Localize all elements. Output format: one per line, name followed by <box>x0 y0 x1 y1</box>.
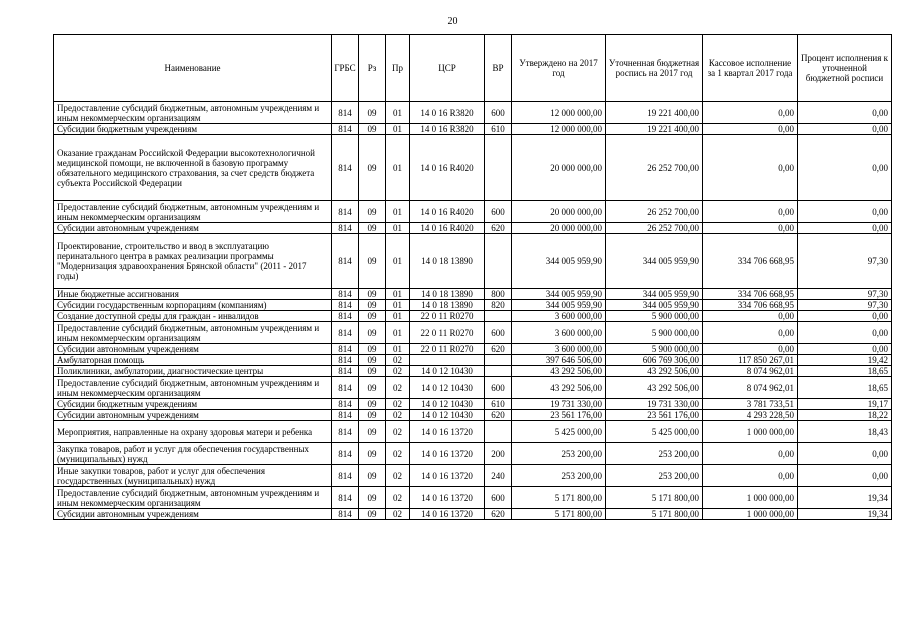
cell-refined: 23 561 176,00 <box>606 410 703 421</box>
cell-cash: 0,00 <box>703 124 798 135</box>
cell-percent: 18,65 <box>798 366 892 377</box>
table-row <box>54 322 892 344</box>
cell-percent: 0,00 <box>798 322 892 344</box>
cell-name: Иные закупки товаров, работ и услуг для обеспечения государственных (муниципальных) нужд <box>54 465 332 487</box>
cell-approved: 5 425 000,00 <box>512 421 606 443</box>
table-row <box>54 410 892 421</box>
cell-refined: 344 005 959,90 <box>606 289 703 300</box>
cell-pr: 02 <box>386 366 410 377</box>
cell-vr: 600 <box>485 487 512 509</box>
cell-approved: 5 171 800,00 <box>512 509 606 520</box>
cell-approved: 20 000 000,00 <box>512 201 606 223</box>
cell-name: Закупка товаров, работ и услуг для обеспечения государственных (муниципальных) нужд <box>54 443 332 465</box>
cell-pr: 01 <box>386 223 410 234</box>
cell-csr: 14 0 18 13890 <box>410 300 485 311</box>
cell-cash: 8 074 962,01 <box>703 377 798 399</box>
cell-vr: 610 <box>485 124 512 135</box>
cell-approved: 3 600 000,00 <box>512 344 606 355</box>
cell-refined: 253 200,00 <box>606 465 703 487</box>
cell-pr: 02 <box>386 465 410 487</box>
cell-csr: 14 0 16 R3820 <box>410 124 485 135</box>
table-row <box>54 311 892 322</box>
header-vr: ВР <box>485 35 512 102</box>
cell-grbs: 814 <box>332 421 359 443</box>
cell-cash: 334 706 668,95 <box>703 289 798 300</box>
cell-grbs: 814 <box>332 311 359 322</box>
cell-percent: 18,22 <box>798 410 892 421</box>
cell-pr: 02 <box>386 410 410 421</box>
cell-vr: 240 <box>485 465 512 487</box>
cell-cash: 0,00 <box>703 311 798 322</box>
cell-approved: 344 005 959,90 <box>512 234 606 289</box>
cell-rz: 09 <box>359 487 386 509</box>
table-row <box>54 124 892 135</box>
cell-percent: 97,30 <box>798 289 892 300</box>
cell-approved: 19 731 330,00 <box>512 399 606 410</box>
cell-grbs: 814 <box>332 366 359 377</box>
cell-grbs: 814 <box>332 234 359 289</box>
cell-percent: 0,00 <box>798 443 892 465</box>
cell-cash: 0,00 <box>703 201 798 223</box>
cell-pr: 01 <box>386 102 410 124</box>
cell-refined: 19 221 400,00 <box>606 102 703 124</box>
cell-rz: 09 <box>359 399 386 410</box>
header-cash: Кассовое исполнение за 1 квартал 2017 года <box>703 35 798 102</box>
cell-grbs: 814 <box>332 322 359 344</box>
cell-refined: 26 252 700,00 <box>606 201 703 223</box>
cell-name: Предоставление субсидий бюджетным, автономным учреждениям и иным некоммерческим организациям <box>54 377 332 399</box>
cell-percent: 97,30 <box>798 234 892 289</box>
cell-name: Предоставление субсидий бюджетным, автономным учреждениям и иным некоммерческим организациям <box>54 201 332 223</box>
cell-vr <box>485 234 512 289</box>
cell-percent: 19,17 <box>798 399 892 410</box>
cell-grbs: 814 <box>332 124 359 135</box>
cell-approved: 253 200,00 <box>512 465 606 487</box>
cell-vr: 620 <box>485 410 512 421</box>
table-row <box>54 399 892 410</box>
cell-rz: 09 <box>359 201 386 223</box>
cell-rz: 09 <box>359 102 386 124</box>
cell-cash: 0,00 <box>703 465 798 487</box>
cell-refined: 43 292 506,00 <box>606 377 703 399</box>
cell-vr: 600 <box>485 377 512 399</box>
cell-name: Предоставление субсидий бюджетным, автономным учреждениям и иным некоммерческим организациям <box>54 487 332 509</box>
cell-pr: 02 <box>386 421 410 443</box>
cell-percent: 19,34 <box>798 487 892 509</box>
cell-grbs: 814 <box>332 443 359 465</box>
cell-rz: 09 <box>359 124 386 135</box>
cell-cash: 0,00 <box>703 344 798 355</box>
cell-rz: 09 <box>359 465 386 487</box>
cell-rz: 09 <box>359 311 386 322</box>
cell-name: Субсидии автономным учреждениям <box>54 410 332 421</box>
cell-name: Мероприятия, направленные на охрану здоровья матери и ребенка <box>54 421 332 443</box>
table-row <box>54 234 892 289</box>
cell-approved: 397 646 506,00 <box>512 355 606 366</box>
header-pr: Пр <box>386 35 410 102</box>
table-row <box>54 135 892 201</box>
cell-rz: 09 <box>359 322 386 344</box>
cell-percent: 0,00 <box>798 102 892 124</box>
cell-grbs: 814 <box>332 223 359 234</box>
cell-csr: 14 0 18 13890 <box>410 289 485 300</box>
cell-vr <box>485 135 512 201</box>
cell-name: Амбулаторная помощь <box>54 355 332 366</box>
cell-name: Субсидии бюджетным учреждениям <box>54 399 332 410</box>
cell-csr: 14 0 16 13720 <box>410 509 485 520</box>
cell-approved: 12 000 000,00 <box>512 102 606 124</box>
cell-csr: 14 0 16 R4020 <box>410 201 485 223</box>
cell-csr: 14 0 16 R4020 <box>410 223 485 234</box>
cell-pr: 01 <box>386 300 410 311</box>
cell-csr: 14 0 12 10430 <box>410 399 485 410</box>
cell-refined: 5 425 000,00 <box>606 421 703 443</box>
cell-csr: 14 0 12 10430 <box>410 410 485 421</box>
cell-percent: 0,00 <box>798 344 892 355</box>
table-row <box>54 289 892 300</box>
cell-pr: 02 <box>386 399 410 410</box>
cell-grbs: 814 <box>332 487 359 509</box>
cell-grbs: 814 <box>332 102 359 124</box>
cell-grbs: 814 <box>332 300 359 311</box>
cell-rz: 09 <box>359 421 386 443</box>
cell-approved: 5 171 800,00 <box>512 487 606 509</box>
header-csr: ЦСР <box>410 35 485 102</box>
cell-pr: 01 <box>386 135 410 201</box>
cell-refined: 5 171 800,00 <box>606 487 703 509</box>
cell-approved: 253 200,00 <box>512 443 606 465</box>
cell-approved: 12 000 000,00 <box>512 124 606 135</box>
table-row <box>54 421 892 443</box>
cell-cash: 3 781 733,51 <box>703 399 798 410</box>
cell-refined: 26 252 700,00 <box>606 223 703 234</box>
cell-vr: 620 <box>485 509 512 520</box>
cell-vr: 600 <box>485 201 512 223</box>
table-row <box>54 443 892 465</box>
cell-percent: 0,00 <box>798 201 892 223</box>
cell-csr: 14 0 16 13720 <box>410 487 485 509</box>
cell-percent: 0,00 <box>798 465 892 487</box>
cell-approved: 43 292 506,00 <box>512 366 606 377</box>
cell-approved: 23 561 176,00 <box>512 410 606 421</box>
cell-rz: 09 <box>359 366 386 377</box>
cell-refined: 5 900 000,00 <box>606 344 703 355</box>
cell-cash: 0,00 <box>703 223 798 234</box>
cell-approved: 3 600 000,00 <box>512 311 606 322</box>
cell-vr: 800 <box>485 289 512 300</box>
cell-pr: 01 <box>386 289 410 300</box>
cell-csr: 14 0 16 13720 <box>410 443 485 465</box>
cell-approved: 43 292 506,00 <box>512 377 606 399</box>
header-grbs: ГРБС <box>332 35 359 102</box>
cell-approved: 20 000 000,00 <box>512 135 606 201</box>
cell-cash: 1 000 000,00 <box>703 509 798 520</box>
header-name: Наименование <box>54 35 332 102</box>
cell-pr: 01 <box>386 201 410 223</box>
cell-csr: 14 0 16 13720 <box>410 465 485 487</box>
cell-rz: 09 <box>359 355 386 366</box>
cell-grbs: 814 <box>332 135 359 201</box>
cell-pr: 02 <box>386 509 410 520</box>
cell-name: Субсидии бюджетным учреждениям <box>54 124 332 135</box>
table-row <box>54 465 892 487</box>
cell-refined: 344 005 959,90 <box>606 234 703 289</box>
cell-refined: 606 769 306,00 <box>606 355 703 366</box>
cell-approved: 3 600 000,00 <box>512 322 606 344</box>
cell-vr <box>485 355 512 366</box>
cell-csr: 14 0 18 13890 <box>410 234 485 289</box>
cell-rz: 09 <box>359 223 386 234</box>
cell-vr <box>485 366 512 377</box>
page-number: 20 <box>447 16 458 27</box>
cell-percent: 0,00 <box>798 223 892 234</box>
cell-vr: 200 <box>485 443 512 465</box>
header-approved: Утверждено на 2017 год <box>512 35 606 102</box>
cell-cash: 0,00 <box>703 443 798 465</box>
cell-name: Оказание гражданам Российской Федерации высокотехнологичной медицинской помощи, не включенной в базовую программу обязательного медицинского страхования, за счет средств бюджета субъекта Российской Федерации <box>54 135 332 201</box>
cell-rz: 09 <box>359 300 386 311</box>
cell-name: Создание доступной среды для граждан - инвалидов <box>54 311 332 322</box>
cell-cash: 334 706 668,95 <box>703 300 798 311</box>
table-row <box>54 487 892 509</box>
cell-cash: 117 850 267,01 <box>703 355 798 366</box>
table-row <box>54 201 892 223</box>
cell-rz: 09 <box>359 344 386 355</box>
cell-name: Субсидии автономным учреждениям <box>54 223 332 234</box>
cell-csr: 14 0 16 R3820 <box>410 102 485 124</box>
cell-grbs: 814 <box>332 509 359 520</box>
cell-cash: 0,00 <box>703 102 798 124</box>
header-rz: Рз <box>359 35 386 102</box>
cell-cash: 1 000 000,00 <box>703 421 798 443</box>
cell-name: Предоставление субсидий бюджетным, автономным учреждениям и иным некоммерческим организациям <box>54 322 332 344</box>
header-percent: Процент исполнения к уточненной бюджетной росписи <box>798 35 892 102</box>
cell-vr: 600 <box>485 322 512 344</box>
cell-refined: 19 221 400,00 <box>606 124 703 135</box>
cell-cash: 8 074 962,01 <box>703 366 798 377</box>
cell-pr: 01 <box>386 124 410 135</box>
cell-csr: 22 0 11 R0270 <box>410 322 485 344</box>
cell-pr: 01 <box>386 311 410 322</box>
cell-rz: 09 <box>359 377 386 399</box>
cell-percent: 18,65 <box>798 377 892 399</box>
cell-pr: 01 <box>386 322 410 344</box>
header-refined: Уточненная бюджетная роспись на 2017 год <box>606 35 703 102</box>
cell-rz: 09 <box>359 289 386 300</box>
cell-refined: 5 900 000,00 <box>606 311 703 322</box>
cell-rz: 09 <box>359 509 386 520</box>
cell-refined: 5 900 000,00 <box>606 322 703 344</box>
cell-csr: 22 0 11 R0270 <box>410 311 485 322</box>
table-row <box>54 102 892 124</box>
cell-vr: 620 <box>485 344 512 355</box>
cell-percent: 0,00 <box>798 124 892 135</box>
cell-name: Субсидии государственным корпорациям (компаниям) <box>54 300 332 311</box>
cell-cash: 4 293 228,50 <box>703 410 798 421</box>
cell-pr: 02 <box>386 443 410 465</box>
header-row <box>54 35 892 102</box>
cell-name: Иные бюджетные ассигнования <box>54 289 332 300</box>
cell-grbs: 814 <box>332 289 359 300</box>
cell-cash: 0,00 <box>703 322 798 344</box>
cell-pr: 02 <box>386 377 410 399</box>
cell-pr: 01 <box>386 234 410 289</box>
cell-name: Проектирование, строительство и ввод в эксплуатацию перинатального центра в рамках реализации программы "Модернизация здравоохранения Брянской области" (2011 - 2017 годы) <box>54 234 332 289</box>
cell-percent: 19,42 <box>798 355 892 366</box>
cell-refined: 253 200,00 <box>606 443 703 465</box>
cell-rz: 09 <box>359 234 386 289</box>
cell-cash: 334 706 668,95 <box>703 234 798 289</box>
cell-refined: 5 171 800,00 <box>606 509 703 520</box>
cell-name: Предоставление субсидий бюджетным, автономным учреждениям и иным некоммерческим организациям <box>54 102 332 124</box>
cell-vr: 610 <box>485 399 512 410</box>
cell-grbs: 814 <box>332 410 359 421</box>
cell-grbs: 814 <box>332 377 359 399</box>
cell-cash: 1 000 000,00 <box>703 487 798 509</box>
cell-csr <box>410 355 485 366</box>
cell-grbs: 814 <box>332 201 359 223</box>
table-row <box>54 509 892 520</box>
cell-vr: 600 <box>485 102 512 124</box>
cell-vr: 620 <box>485 223 512 234</box>
cell-grbs: 814 <box>332 344 359 355</box>
cell-csr: 14 0 16 13720 <box>410 421 485 443</box>
cell-percent: 97,30 <box>798 300 892 311</box>
cell-grbs: 814 <box>332 465 359 487</box>
cell-pr: 01 <box>386 344 410 355</box>
table-row <box>54 344 892 355</box>
table-row <box>54 377 892 399</box>
cell-csr: 14 0 16 R4020 <box>410 135 485 201</box>
cell-name: Субсидии автономным учреждениям <box>54 509 332 520</box>
cell-vr <box>485 421 512 443</box>
cell-rz: 09 <box>359 410 386 421</box>
cell-pr: 02 <box>386 487 410 509</box>
cell-refined: 344 005 959,90 <box>606 300 703 311</box>
budget-table <box>53 34 892 520</box>
cell-percent: 0,00 <box>798 135 892 201</box>
cell-rz: 09 <box>359 443 386 465</box>
cell-percent: 0,00 <box>798 311 892 322</box>
cell-approved: 344 005 959,90 <box>512 300 606 311</box>
cell-percent: 18,43 <box>798 421 892 443</box>
cell-percent: 19,34 <box>798 509 892 520</box>
cell-approved: 344 005 959,90 <box>512 289 606 300</box>
cell-vr <box>485 311 512 322</box>
cell-refined: 19 731 330,00 <box>606 399 703 410</box>
cell-approved: 20 000 000,00 <box>512 223 606 234</box>
table-row <box>54 366 892 377</box>
cell-csr: 14 0 12 10430 <box>410 377 485 399</box>
cell-pr: 02 <box>386 355 410 366</box>
cell-name: Поликлиники, амбулатории, диагностические центры <box>54 366 332 377</box>
cell-vr: 820 <box>485 300 512 311</box>
cell-csr: 14 0 12 10430 <box>410 366 485 377</box>
cell-rz: 09 <box>359 135 386 201</box>
table-row <box>54 223 892 234</box>
cell-cash: 0,00 <box>703 135 798 201</box>
cell-grbs: 814 <box>332 399 359 410</box>
cell-grbs: 814 <box>332 355 359 366</box>
cell-refined: 26 252 700,00 <box>606 135 703 201</box>
cell-csr: 22 0 11 R0270 <box>410 344 485 355</box>
cell-name: Субсидии автономным учреждениям <box>54 344 332 355</box>
table-row <box>54 300 892 311</box>
table-row <box>54 355 892 366</box>
cell-refined: 43 292 506,00 <box>606 366 703 377</box>
